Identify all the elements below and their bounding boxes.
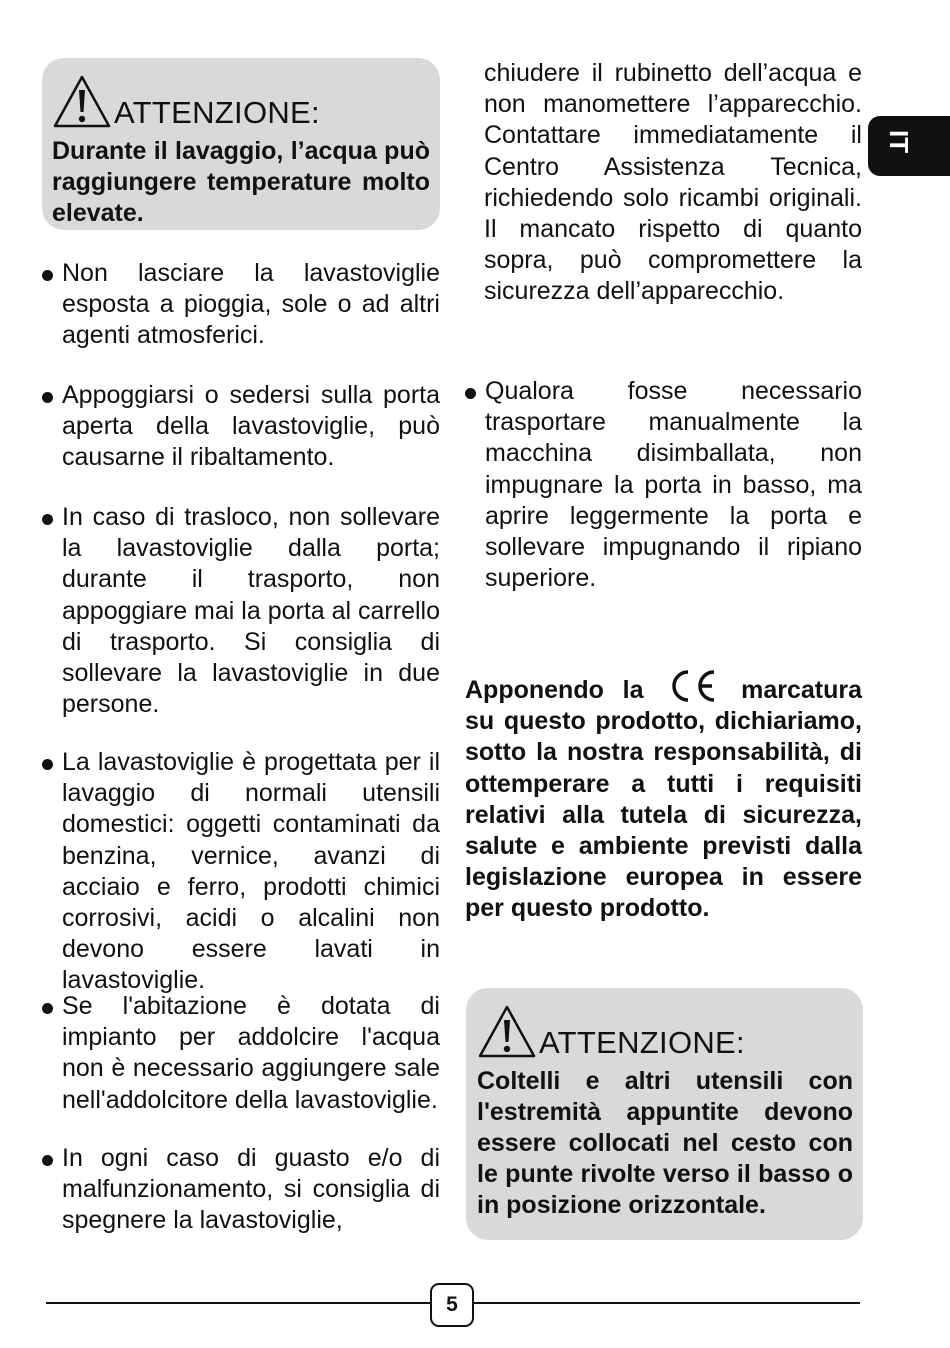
list-item-text: La lavastoviglie è progettata per il lavaggio di normali utensili domestici: oggetti contaminati da benzina, vernice, avanzi di acciaio e ferro, prodotti chimici corrosivi, acidi o alcalini non devono essere lavati in lavastoviglie. xyxy=(62,748,440,995)
ce-mark-icon xyxy=(666,668,718,704)
bullet-dot-icon xyxy=(465,388,476,399)
list-item xyxy=(42,502,440,720)
continuation-paragraph: chiudere il rubinetto dell’acqua e non manomettere l’apparecchio. Contattare immediatamente il Centro Assistenza Tecnica, richiedendo solo ricambi originali. Il mancato rispetto di quanto sopra, può compromettere la sicurezza dell’apparecchio. xyxy=(484,59,862,306)
warning-triangle-icon xyxy=(52,74,112,130)
ce-statement-text: marcatura su questo prodotto, dichiariamo, sotto la nostra responsabilità, di ottemperare a tutti i requisiti relativi alla tutela di sicurezza, salute e ambiente previsti dalla legislazione europea in essere per questo prodotto. xyxy=(465,676,862,923)
page-number: 5 xyxy=(430,1283,474,1327)
list-item xyxy=(42,991,440,1116)
warning-box-bottom xyxy=(466,988,863,1240)
list-item-text: In ogni caso di guasto e/o di malfunzionamento, si consiglia di spegnere la lavastoviglie, xyxy=(62,1144,440,1235)
bullet-dot-icon xyxy=(42,392,53,403)
list-item xyxy=(465,376,862,594)
warning-triangle-icon xyxy=(477,1004,537,1060)
list-item xyxy=(42,1143,440,1237)
warning-text: Coltelli e altri utensili con l'estremità appuntite devono essere collocati nel cesto con le punte rivolte verso il basso o in posizione orizzontale. xyxy=(477,1067,853,1219)
bullet-dot-icon xyxy=(42,514,53,525)
warning-title: ATTENZIONE: xyxy=(539,1025,745,1060)
footer-divider-left xyxy=(46,1302,430,1304)
bullet-dot-icon xyxy=(42,1155,53,1166)
footer-divider-right xyxy=(474,1302,860,1304)
list-item-text: Appoggiarsi o sedersi sulla porta aperta della lavastoviglie, può causarne il ribaltamento. xyxy=(62,381,440,472)
list-item-text: In caso di trasloco, non sollevare la lavastoviglie dalla porta; durante il trasporto, non appoggiare mai la porta al carrello di trasporto. Si consiglia di sollevare la lavastoviglie in due persone. xyxy=(62,503,440,719)
list-item xyxy=(42,747,440,997)
ce-statement xyxy=(465,668,862,925)
ce-statement-prefix: Apponendo la xyxy=(465,676,644,704)
list-item-text: Qualora fosse necessario trasportare manualmente la macchina disimballata, non impugnare la porta in basso, ma aprire leggermente la porta e sollevare impugnando il ripiano superiore. xyxy=(485,377,862,593)
list-item-text: Se l'abitazione è dotata di impianto per addolcire l'acqua non è necessario aggiungere sale nell'addolcitore della lavastoviglie. xyxy=(62,992,440,1114)
language-tab-label: IT xyxy=(884,130,914,154)
language-tab xyxy=(868,116,950,176)
warning-title: ATTENZIONE: xyxy=(114,95,320,130)
list-item-text: Non lasciare la lavastoviglie esposta a pioggia, sole o ad altri agenti atmosferici. xyxy=(62,259,440,350)
warning-box-top xyxy=(42,58,440,230)
bullet-dot-icon xyxy=(42,1003,53,1014)
warning-text: Durante il lavaggio, l’acqua può raggiungere temperature molto elevate. xyxy=(52,137,430,227)
warning-header xyxy=(477,1000,853,1060)
bullet-dot-icon xyxy=(42,270,53,281)
bullet-dot-icon xyxy=(42,759,53,770)
list-item xyxy=(42,258,440,352)
list-item xyxy=(42,380,440,474)
warning-header xyxy=(52,70,430,130)
